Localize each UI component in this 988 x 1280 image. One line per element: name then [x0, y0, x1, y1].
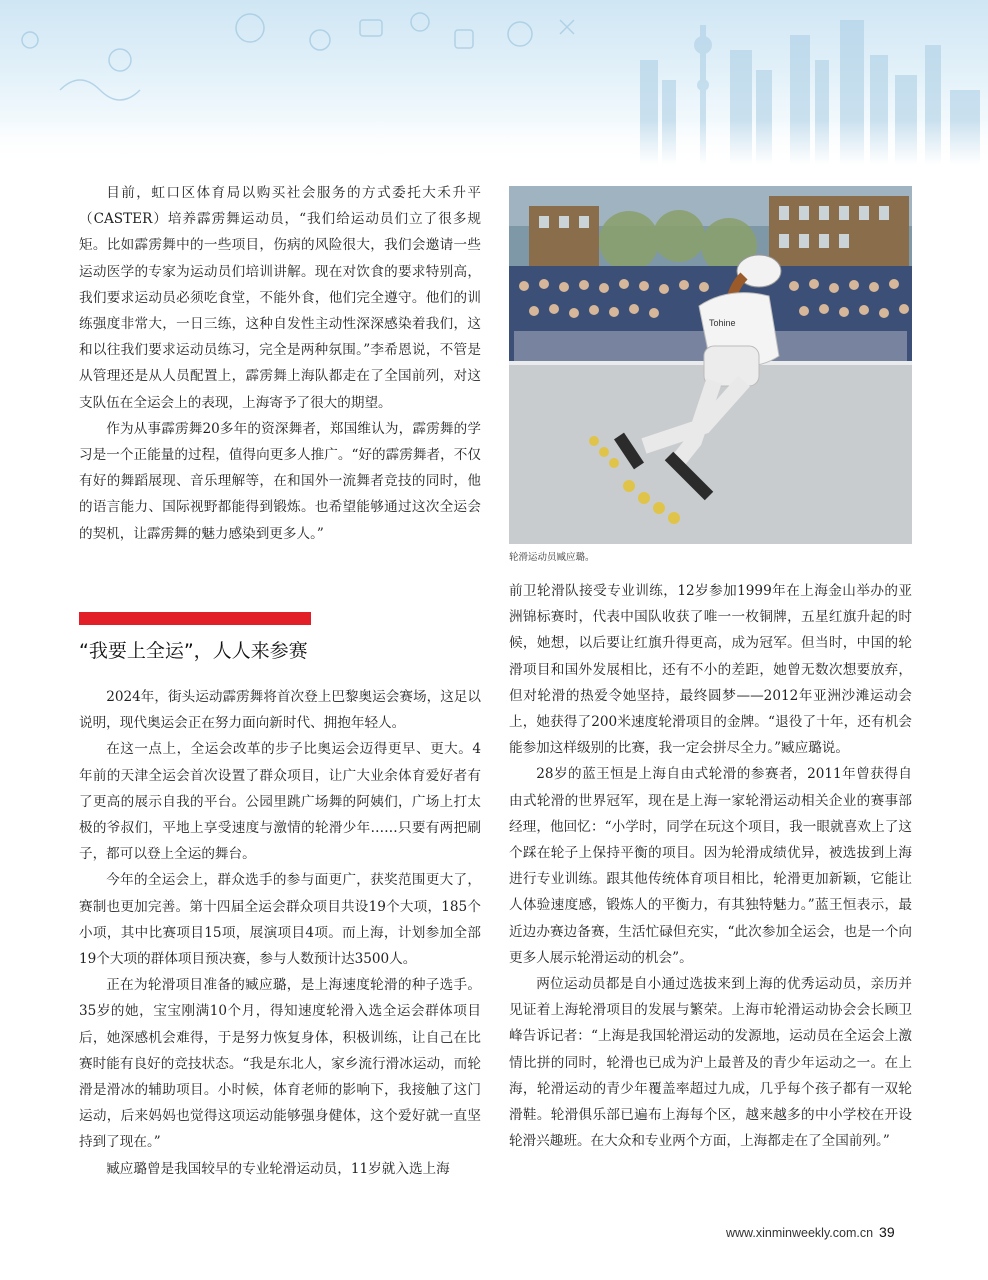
paragraph: 目前，虹口区体育局以购买社会服务的方式委托大禾升平（CASTER）培养霹雳舞运动员，“我们给运动员们立了很多规矩。比如霹雳舞中的一些项目，伤病的风险很大，我们会邀请一些运动医学的专家为运动员们培训讲解。现在对饮食的要求特别高，我们要求运动员必须吃食堂，不能外食，他们完全遵守。他们的训练强度非常大，一日三练，这种自发性主动性深深感染着我们，这和以往我们要求运动员练习，完全是两种氛围。”李希恩说，不管是从管理还是从人员配置上，霹雳舞上海队都走在了全国前列，对这支队伍在全运会上的表现，上海寄予了很大的期望。	[79, 185, 481, 411]
paragraph: 作为从事霹雳舞20多年的资深舞者，郑国维认为，霹雳舞的学习是一个正能量的过程，值得向更多人推广。“好的霹雳舞者，不仅有好的舞蹈展现、音乐理解等，在和国外一流舞者竞技的同时，他的语言能力、国际视野都能得到锻炼。也希望能够通过这次全运会的契机，让霹雳舞的魅力感染到更多人。”	[79, 420, 481, 542]
jersey-text: Tohine	[709, 318, 736, 328]
page-number: 39	[879, 1224, 895, 1240]
website-link[interactable]: www.xinminweekly.com.cn	[726, 1226, 874, 1240]
photo-caption: 轮滑运动员臧应璐。	[509, 552, 595, 563]
skater-illustration	[509, 186, 912, 544]
paragraph: 前卫轮滑队接受专业训练，12岁参加1999年在上海金山举办的亚洲锦标赛时，代表中国队收获了唯一一枚铜牌，五星红旗升起的时候，她想，以后要让红旗升得更高，成为冠军。但当时，中国的轮滑项目和国外发展相比，还有不小的差距，她曾无数次想要放弃，但对轮滑的热爱令她坚持，最终圆梦——2012年亚洲沙滩运动会上，她获得了200米速度轮滑项目的金牌。“退役了十年，还有机会能参加这样级别的比赛，我一定会拼尽全力。”臧应璐说。	[509, 583, 913, 757]
section-heading: “我要上全运”，人人来参赛	[79, 640, 308, 662]
left-column-bottom	[79, 684, 481, 1182]
skater-photo	[509, 186, 912, 544]
paragraph: 臧应璐曾是我国较早的专业轮滑运动员，11岁就入选上海	[106, 1160, 450, 1177]
banner-illustration	[0, 0, 988, 165]
paragraph: 在这一点上，全运会改革的步子比奥运会迈得更早、更大。4年前的天津全运会首次设置了群众项目，让广大业余体育爱好者有了更高的展示自我的平台。公园里跳广场舞的阿姨们，广场上打太极的爷叔们，平地上享受速度与激情的轮滑少年……只要有两把刷子，都可以登上全运的舞台。	[79, 741, 481, 863]
header-banner	[0, 0, 988, 165]
paragraph: 两位运动员都是自小通过选拔来到上海的优秀运动员，亲历并见证着上海轮滑项目的发展与繁荣。上海市轮滑运动协会会长顾卫峰告诉记者：“上海是我国轮滑运动的发源地，运动员在全运会上激情比拼的同时，轮滑也已成为沪上最普及的青少年运动之一。在上海，轮滑运动的青少年覆盖率超过九成，几乎每个孩子都有一双轮滑鞋。轮滑俱乐部已遍布上海每个区，越来越多的中小学校在开设轮滑兴趣班。在大众和专业两个方面，上海都走在了全国前列。”	[509, 976, 912, 1150]
section-accent-bar	[79, 612, 311, 625]
paragraph: 2024年，街头运动霹雳舞将首次登上巴黎奥运会赛场，这足以说明，现代奥运会正在努力面向新时代、拥抱年轻人。	[79, 689, 481, 732]
right-column	[509, 578, 912, 1154]
paragraph: 28岁的蓝王恒是上海自由式轮滑的参赛者，2011年曾获得自由式轮滑的世界冠军，现在是上海一家轮滑运动相关企业的赛事部经理，他回忆：“小学时，同学在玩这个项目，我一眼就喜欢上了这个踩在轮子上保持平衡的项目。因为轮滑成绩优异，被选拔到上海进行专业训练。跟其他传统体育项目相比，轮滑更加新颖，它能让人体验速度感，锻炼人的平衡力，有其独特魅力。”蓝王恒表示，最近边办赛边备赛，生活忙碌但充实，“此次参加全运会，也是一个向更多人展示轮滑运动的机会”。	[509, 766, 912, 966]
paragraph: 正在为轮滑项目准备的臧应璐，是上海速度轮滑的种子选手。35岁的她，宝宝刚满10个月，得知速度轮滑入选全运会群体项目后，她深感机会难得，于是努力恢复身体，积极训练，让自己在比赛时能有良好的竞技状态。“我是东北人，家乡流行滑冰运动，而轮滑是滑冰的辅助项目。小时候，体育老师的影响下，我接触了这门运动，后来妈妈也觉得这项运动能够强身健体，这个爱好就一直坚持到了现在。”	[79, 977, 481, 1151]
left-column-top	[79, 180, 481, 547]
page-footer	[726, 1224, 895, 1240]
paragraph: 今年的全运会上，群众选手的参与面更广，获奖范围更大了，赛制也更加完善。第十四届全运会群众项目共设19个大项，185个小项，其中比赛项目15项，展演项目4项。而上海，计划参加全部19个大项的群体项目预决赛，参与人数预计达3500人。	[79, 872, 481, 968]
